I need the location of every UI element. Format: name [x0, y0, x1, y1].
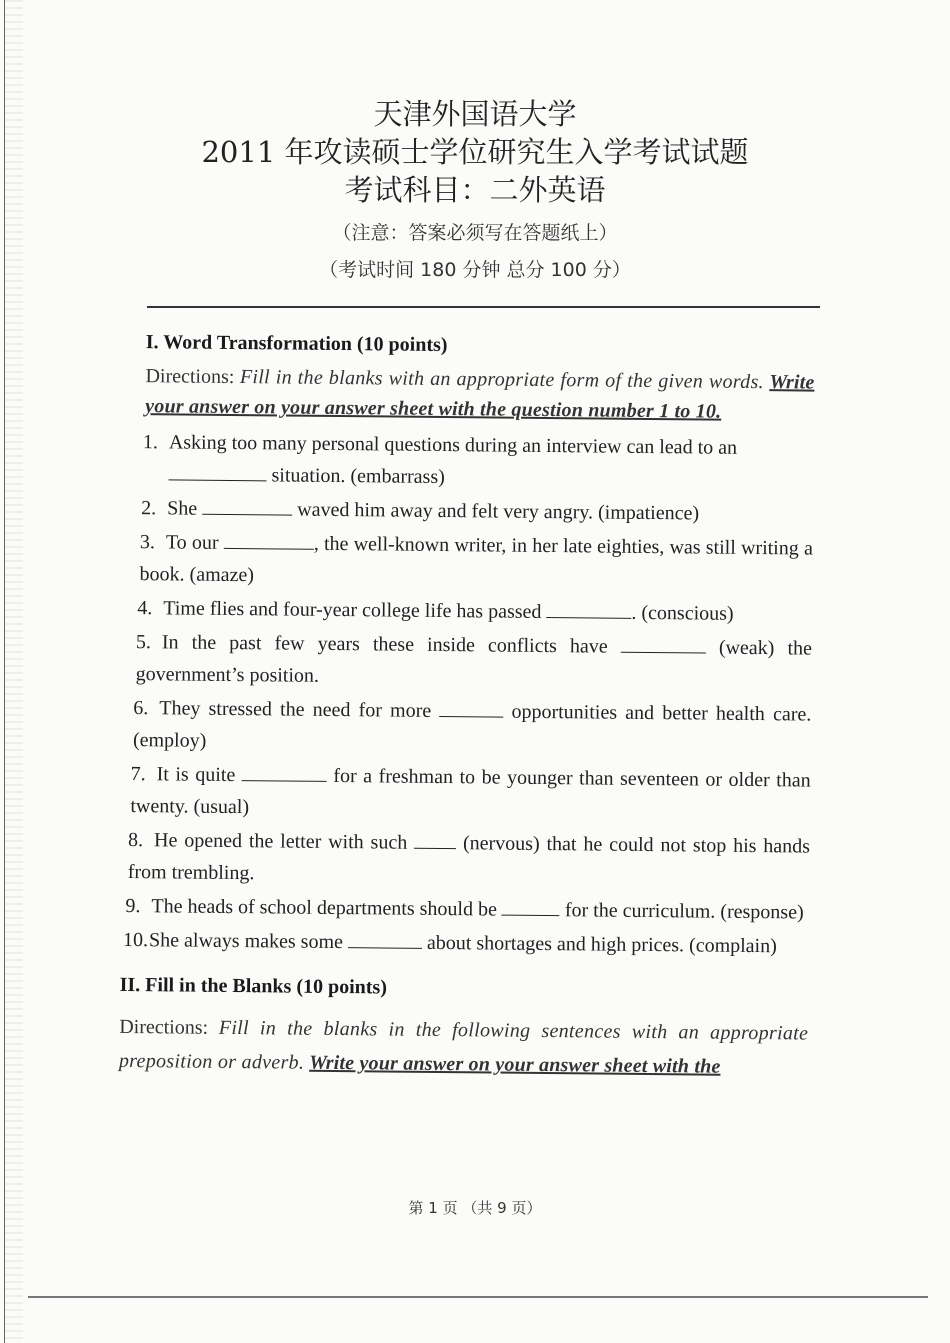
answer-blank: [546, 599, 631, 619]
section-2: [119, 970, 809, 1085]
question-number: 10.: [122, 928, 149, 952]
question-8: [128, 824, 811, 895]
directions-instruction: Write your answer on your answer sheet with the: [309, 1051, 721, 1078]
question-number: 2.: [141, 497, 157, 520]
question-number: 6.: [133, 697, 149, 720]
section-2-directions: [119, 1010, 809, 1085]
directions-instruction: Write your answer on your answer sheet with the question number 1 to 10.: [145, 371, 815, 423]
scan-bottom-rule: [28, 1296, 928, 1298]
question-1: [142, 426, 814, 496]
question-number: 8.: [127, 829, 144, 852]
question-text-after: , the well-known writer, in her late eighties, was still writing a book. (amaze): [139, 532, 813, 587]
answer-blank: [202, 496, 292, 516]
question-text-after: waved him away and felt very angry. (impatience): [292, 498, 700, 525]
question-text-after: situation. (embarrass): [266, 464, 445, 489]
header-divider: [147, 306, 820, 308]
section-1-directions: [145, 361, 815, 427]
exam-subject: 考试科目：二外英语: [344, 173, 606, 207]
question-4: [137, 592, 812, 630]
answer-blank: [169, 461, 267, 481]
question-number: 9.: [125, 894, 141, 918]
answer-blank: [502, 897, 560, 917]
answer-blank: [439, 698, 503, 718]
directions-label: Directions:: [119, 1015, 219, 1039]
directions-text: Fill in the blanks with an appropriate form of the given words.: [239, 366, 765, 394]
question-number: 7.: [130, 763, 146, 786]
question-text-before: Time flies and four-year college life has passed: [163, 597, 547, 624]
question-text-before: She: [167, 497, 203, 520]
answer-note: （注意：答案必须写在答题纸上）: [332, 222, 618, 244]
answer-blank: [621, 634, 706, 654]
question-text-before: She always makes some: [148, 929, 349, 954]
question-3: [139, 526, 813, 596]
directions-text: Fill in the blanks in the following sentences with an appropriate preposition or adverb.: [118, 1016, 809, 1074]
question-text-before: The heads of school departments should be: [151, 895, 502, 921]
answer-blank: [348, 929, 422, 949]
question-text-before: He opened the letter with such: [153, 829, 415, 854]
time-score-note: （考试时间 180 分钟 总分 100 分）: [319, 259, 631, 281]
question-text-before: Asking too many personal questions during an interview can lead to an: [168, 431, 738, 459]
question-2: [141, 492, 813, 530]
question-number: 3.: [139, 531, 156, 554]
exam-header: [0, 95, 950, 289]
question-6: [133, 692, 812, 763]
answer-blank: [414, 830, 456, 849]
question-text-after: about shortages and high prices. (complain): [421, 931, 777, 958]
question-text-after: (weak) the government’s position.: [135, 636, 813, 687]
question-10: [123, 924, 809, 963]
university-name: 天津外国语大学: [373, 97, 577, 131]
question-number: 1.: [142, 431, 158, 454]
page-number: 第 1 页 （共 9 页）: [408, 1199, 542, 1217]
section-2-title: II. Fill in the Blanks (10 points): [119, 973, 388, 999]
question-number: 4.: [137, 597, 153, 620]
question-text-after: for the curriculum. (response): [559, 899, 804, 924]
question-text-before: In the past few years these inside conflicts have: [161, 631, 621, 658]
question-text-after: opportunities and better health care. (employ): [132, 700, 812, 752]
answer-blank: [224, 530, 314, 550]
question-text-before: It is quite: [156, 763, 242, 787]
question-9: [125, 890, 809, 929]
question-list: [124, 426, 814, 963]
question-7: [130, 758, 811, 829]
answer-blank: [242, 762, 327, 782]
exam-title: 2011 年攻读硕士学位研究生入学考试试题: [201, 135, 749, 169]
question-text-after: for a freshman to be younger than seventeen or older than twenty. (usual): [130, 764, 811, 819]
question-text-before: They stressed the need for more: [159, 697, 440, 722]
question-5: [135, 626, 812, 696]
question-text-after: (nervous) that he could not stop his hands from trembling.: [127, 832, 811, 885]
exam-content: [118, 325, 815, 1085]
question-number: 5.: [135, 631, 152, 654]
question-text-before: To our: [165, 531, 224, 554]
question-text-after: . (conscious): [631, 601, 734, 625]
directions-label: Directions:: [145, 365, 240, 389]
section-1-title: I. Word Transformation (10 points): [145, 331, 448, 357]
